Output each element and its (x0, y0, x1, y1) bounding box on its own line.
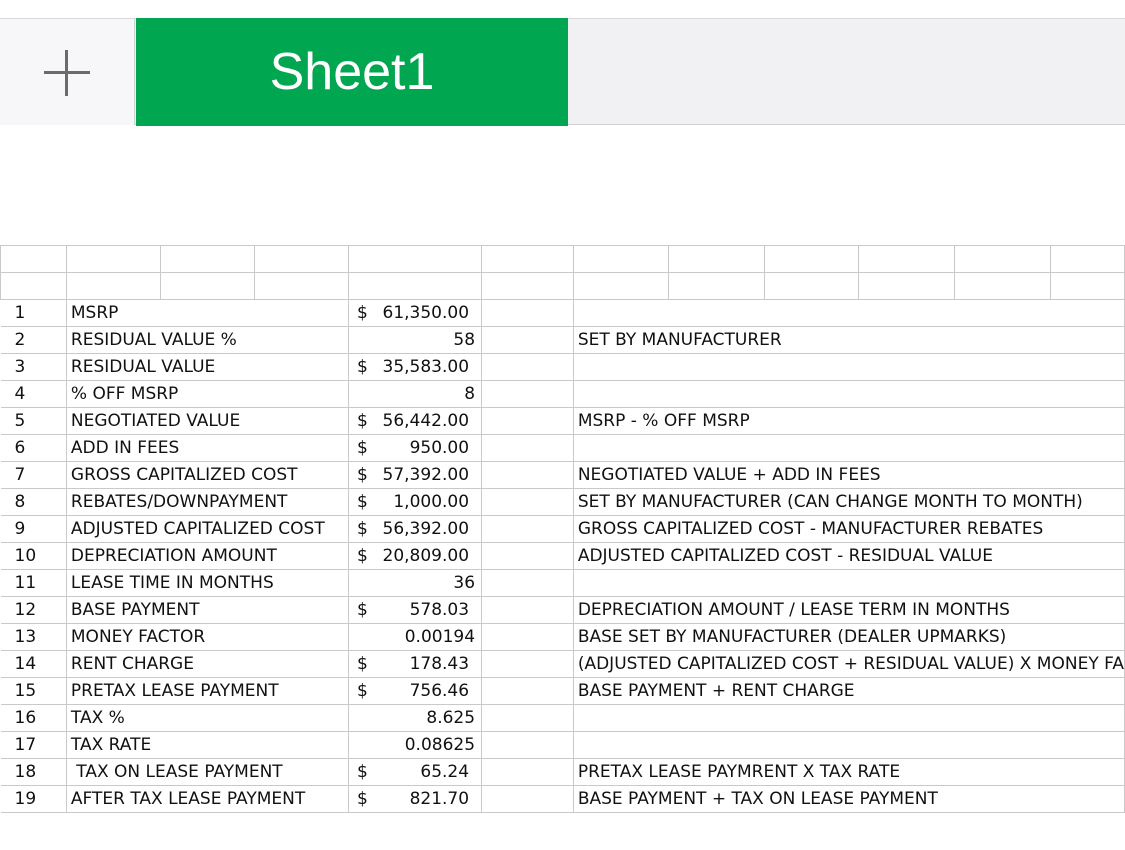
note-cell[interactable]: BASE SET BY MANUFACTURER (DEALER UPMARKS) (573, 624, 1124, 651)
grid-cell[interactable] (482, 759, 574, 786)
header-row (1, 246, 1125, 273)
grid-cell[interactable] (955, 273, 1051, 300)
add-sheet-button[interactable] (0, 19, 135, 125)
table-row (1, 732, 1125, 759)
row-number-cell[interactable]: 6 (1, 435, 67, 462)
grid-cell[interactable] (482, 381, 574, 408)
grid-cell[interactable] (482, 597, 574, 624)
row-number-cell[interactable]: 18 (1, 759, 67, 786)
label-cell[interactable]: BASE PAYMENT (66, 597, 348, 624)
currency-symbol: $ (357, 357, 368, 377)
row-number-cell[interactable]: 7 (1, 462, 67, 489)
row-number-cell[interactable]: 15 (1, 678, 67, 705)
note-cell[interactable] (573, 732, 1124, 759)
note-cell[interactable]: MSRP - % OFF MSRP (573, 408, 1124, 435)
grid-cell[interactable] (482, 705, 574, 732)
label-cell[interactable]: AFTER TAX LEASE PAYMENT (66, 786, 348, 813)
grid-cell[interactable] (955, 246, 1051, 273)
grid-cell[interactable] (1051, 246, 1125, 273)
grid-cell[interactable] (482, 354, 574, 381)
currency-symbol: $ (357, 600, 368, 620)
table-row (1, 489, 1125, 516)
sheet-tab-bar (0, 18, 1125, 125)
row-number-cell[interactable]: 2 (1, 327, 67, 354)
table-row (1, 543, 1125, 570)
grid-cell[interactable] (1051, 273, 1125, 300)
grid-cell[interactable] (349, 273, 482, 300)
label-cell[interactable]: TAX % (66, 705, 348, 732)
value-cell[interactable]: 8.625 (349, 705, 482, 732)
table-row (1, 354, 1125, 381)
label-cell[interactable]: DEPRECIATION AMOUNT (66, 543, 348, 570)
table-row (1, 624, 1125, 651)
value-cell[interactable] (349, 651, 482, 678)
amount-value: 20,809.00 (382, 546, 470, 566)
table-row (1, 786, 1125, 813)
label-cell[interactable]: TAX RATE (66, 732, 348, 759)
label-cell[interactable]: NEGOTIATED VALUE (66, 408, 348, 435)
row-number-cell[interactable]: 9 (1, 516, 67, 543)
value-cell[interactable] (349, 543, 482, 570)
grid-cell[interactable] (859, 246, 955, 273)
grid-cell[interactable] (764, 273, 859, 300)
note-cell[interactable]: GROSS CAPITALIZED COST - MANUFACTURER REBATES (573, 516, 1124, 543)
label-cell[interactable]: % OFF MSRP (66, 381, 348, 408)
grid-cell[interactable] (482, 543, 574, 570)
grid-cell[interactable] (349, 246, 482, 273)
row-number-cell[interactable]: 1 (1, 300, 67, 327)
grid-cell[interactable] (482, 489, 574, 516)
grid-cell[interactable] (255, 273, 349, 300)
grid-cell[interactable] (482, 570, 574, 597)
grid-cell[interactable] (1, 246, 67, 273)
currency-symbol: $ (357, 546, 368, 566)
note-cell[interactable] (573, 300, 1124, 327)
grid-cell[interactable] (482, 246, 574, 273)
value-cell[interactable] (349, 408, 482, 435)
note-cell[interactable] (573, 705, 1124, 732)
value-cell[interactable] (349, 462, 482, 489)
currency-symbol: $ (357, 789, 368, 809)
value-cell[interactable] (349, 354, 482, 381)
note-cell[interactable]: NEGOTIATED VALUE + ADD IN FEES (573, 462, 1124, 489)
grid-cell[interactable] (482, 786, 574, 813)
value-cell[interactable] (349, 489, 482, 516)
grid-cell[interactable] (482, 516, 574, 543)
currency-symbol: $ (357, 411, 368, 431)
grid-cell[interactable] (482, 435, 574, 462)
label-cell[interactable]: ADD IN FEES (66, 435, 348, 462)
grid-cell[interactable] (66, 273, 160, 300)
value-cell[interactable] (349, 516, 482, 543)
label-cell[interactable]: REBATES/DOWNPAYMENT (66, 489, 348, 516)
row-number-cell[interactable]: 4 (1, 381, 67, 408)
value-cell[interactable] (349, 759, 482, 786)
row-number-cell[interactable]: 11 (1, 570, 67, 597)
value-cell[interactable]: 0.08625 (349, 732, 482, 759)
row-number-cell[interactable]: 3 (1, 354, 67, 381)
row-number-cell[interactable]: 19 (1, 786, 67, 813)
amount-value: 56,392.00 (382, 519, 470, 539)
amount-value: 950.00 (409, 438, 470, 458)
grid-cell[interactable] (160, 246, 255, 273)
grid-cell[interactable] (482, 624, 574, 651)
note-cell[interactable]: DEPRECIATION AMOUNT / LEASE TERM IN MONTHS (573, 597, 1124, 624)
spreadsheet-grid (0, 245, 1125, 813)
table-row (1, 435, 1125, 462)
amount-value: 57,392.00 (382, 465, 470, 485)
note-cell[interactable] (573, 354, 1124, 381)
label-cell[interactable]: RENT CHARGE (66, 651, 348, 678)
value-cell[interactable]: 36 (349, 570, 482, 597)
label-cell[interactable]: RESIDUAL VALUE % (66, 327, 348, 354)
grid-cell[interactable] (482, 732, 574, 759)
note-cell[interactable]: BASE PAYMENT + RENT CHARGE (573, 678, 1124, 705)
grid-cell[interactable] (668, 246, 764, 273)
table-row (1, 516, 1125, 543)
grid-cell[interactable] (1, 273, 67, 300)
header-row (1, 273, 1125, 300)
grid-cell[interactable] (764, 246, 859, 273)
label-cell[interactable]: GROSS CAPITALIZED COST (66, 462, 348, 489)
table-row (1, 570, 1125, 597)
value-cell[interactable] (349, 786, 482, 813)
grid-cell[interactable] (573, 273, 668, 300)
table-row (1, 408, 1125, 435)
amount-value: 61,350.00 (382, 303, 470, 323)
grid-cell[interactable] (255, 246, 349, 273)
table-row (1, 462, 1125, 489)
grid-cell[interactable] (482, 651, 574, 678)
currency-symbol: $ (357, 438, 368, 458)
label-cell[interactable]: MONEY FACTOR (66, 624, 348, 651)
note-cell[interactable]: SET BY MANUFACTURER (573, 327, 1124, 354)
label-cell[interactable]: RESIDUAL VALUE (66, 354, 348, 381)
grid-cell[interactable] (482, 678, 574, 705)
grid-cell[interactable] (160, 273, 255, 300)
label-cell[interactable]: PRETAX LEASE PAYMENT (66, 678, 348, 705)
table-row (1, 381, 1125, 408)
table-row (1, 597, 1125, 624)
currency-symbol: $ (357, 519, 368, 539)
currency-symbol: $ (357, 303, 368, 323)
grid-cell[interactable] (66, 246, 160, 273)
value-cell[interactable]: 58 (349, 327, 482, 354)
value-cell[interactable]: 8 (349, 381, 482, 408)
grid-cell[interactable] (482, 327, 574, 354)
note-cell[interactable] (573, 570, 1124, 597)
value-cell[interactable] (349, 597, 482, 624)
value-cell[interactable] (349, 300, 482, 327)
label-cell[interactable]: MSRP (66, 300, 348, 327)
grid-cell[interactable] (859, 273, 955, 300)
currency-symbol: $ (357, 681, 368, 701)
currency-symbol: $ (357, 654, 368, 674)
currency-symbol: $ (357, 465, 368, 485)
note-cell[interactable]: BASE PAYMENT + TAX ON LEASE PAYMENT (573, 786, 1124, 813)
grid-cell[interactable] (573, 246, 668, 273)
amount-value: 56,442.00 (382, 411, 470, 431)
grid-cell[interactable] (668, 273, 764, 300)
currency-symbol: $ (357, 762, 368, 782)
row-number-cell[interactable]: 8 (1, 489, 67, 516)
amount-value: 578.03 (409, 600, 470, 620)
note-cell[interactable]: SET BY MANUFACTURER (CAN CHANGE MONTH TO MONTH) (573, 489, 1124, 516)
table-row (1, 759, 1125, 786)
grid-cell[interactable] (482, 462, 574, 489)
label-cell[interactable]: ADJUSTED CAPITALIZED COST (66, 516, 348, 543)
row-number-cell[interactable]: 5 (1, 408, 67, 435)
row-number-cell[interactable]: 14 (1, 651, 67, 678)
value-cell[interactable]: 0.00194 (349, 624, 482, 651)
tab-sheet1[interactable]: Sheet1 (136, 18, 568, 126)
grid-cell[interactable] (482, 273, 574, 300)
amount-value: 821.70 (409, 789, 470, 809)
amount-value: 1,000.00 (393, 492, 470, 512)
row-number-cell[interactable]: 17 (1, 732, 67, 759)
row-number-cell[interactable]: 13 (1, 624, 67, 651)
note-cell[interactable] (573, 435, 1124, 462)
value-cell[interactable] (349, 678, 482, 705)
table-row (1, 300, 1125, 327)
row-number-cell[interactable]: 10 (1, 543, 67, 570)
value-cell[interactable] (349, 435, 482, 462)
table-row (1, 651, 1125, 678)
table-row (1, 327, 1125, 354)
currency-symbol: $ (357, 492, 368, 512)
note-cell[interactable] (573, 381, 1124, 408)
label-cell[interactable]: TAX ON LEASE PAYMENT (66, 759, 348, 786)
amount-value: 178.43 (409, 654, 470, 674)
note-cell[interactable]: (ADJUSTED CAPITALIZED COST + RESIDUAL VALUE) X MONEY FA (573, 651, 1124, 678)
amount-value: 65.24 (420, 762, 470, 782)
amount-value: 756.46 (409, 681, 470, 701)
grid-cell[interactable] (482, 408, 574, 435)
amount-value: 35,583.00 (382, 357, 470, 377)
table-row (1, 678, 1125, 705)
table-row (1, 705, 1125, 732)
note-cell[interactable]: ADJUSTED CAPITALIZED COST - RESIDUAL VALUE (573, 543, 1124, 570)
row-number-cell[interactable]: 16 (1, 705, 67, 732)
row-number-cell[interactable]: 12 (1, 597, 67, 624)
note-cell[interactable]: PRETAX LEASE PAYMRENT X TAX RATE (573, 759, 1124, 786)
label-cell[interactable]: LEASE TIME IN MONTHS (66, 570, 348, 597)
grid-cell[interactable] (482, 300, 574, 327)
